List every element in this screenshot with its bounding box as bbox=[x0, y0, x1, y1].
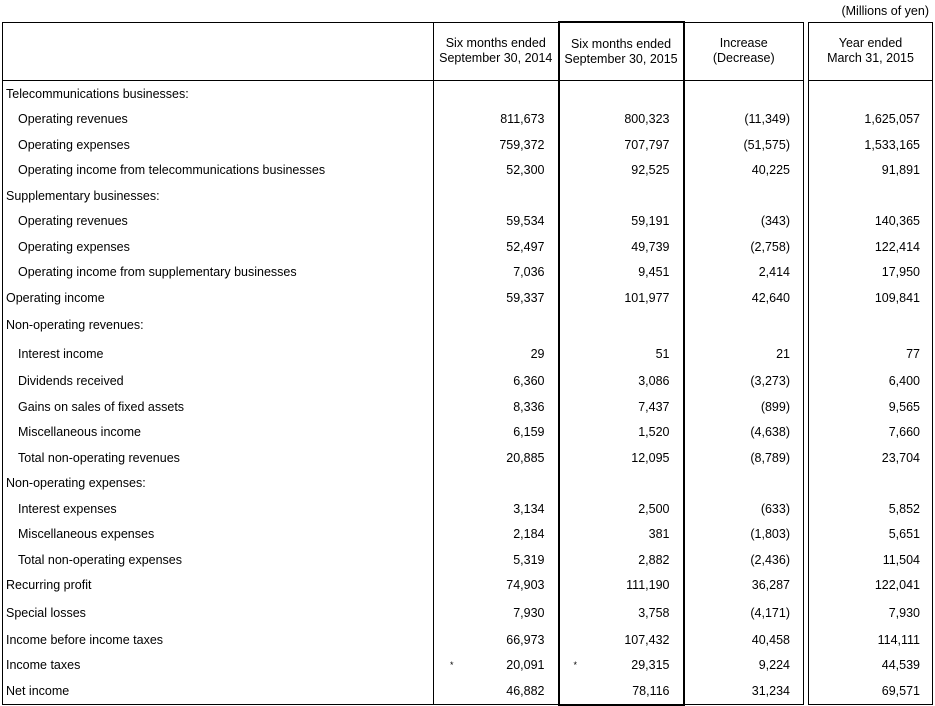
value-six-months-2014 bbox=[434, 496, 559, 522]
cell-value: 5,319 bbox=[513, 552, 545, 567]
unit-note: (Millions of yen) bbox=[841, 4, 929, 18]
value-six-months-2015 bbox=[559, 678, 684, 705]
row-label: Operating income from supplementary businesses bbox=[3, 260, 434, 286]
value-six-months-2014 bbox=[434, 627, 559, 653]
row-label: Operating expenses bbox=[3, 132, 434, 158]
cell-value: 59,337 bbox=[506, 290, 545, 305]
cell-value: 31,234 bbox=[751, 684, 790, 698]
table-row bbox=[3, 394, 933, 420]
table-row bbox=[3, 132, 933, 158]
cell-value: (2,758) bbox=[750, 239, 790, 254]
value-year-ended-2015: 140,365 bbox=[809, 209, 933, 235]
cell-value: 7,437 bbox=[638, 399, 670, 414]
cell-value: 29 bbox=[530, 347, 545, 361]
value-six-months-2015 bbox=[559, 81, 684, 107]
row-label: Supplementary businesses: bbox=[3, 183, 434, 209]
row-label: Operating expenses bbox=[3, 234, 434, 260]
value-six-months-2014 bbox=[434, 394, 559, 420]
row-label: Interest income bbox=[3, 340, 434, 369]
cell-value: 21 bbox=[776, 347, 790, 361]
row-label: Gains on sales of fixed assets bbox=[3, 394, 434, 420]
value-six-months-2014 bbox=[434, 445, 559, 471]
value-year-ended-2015: 5,852 bbox=[809, 496, 933, 522]
value-increase-decrease bbox=[684, 653, 804, 679]
cell-value: 52,497 bbox=[506, 239, 545, 254]
value-six-months-2015 bbox=[559, 496, 684, 522]
footnote-marker: * bbox=[573, 660, 578, 671]
value-six-months-2015 bbox=[559, 340, 684, 369]
value-increase-decrease bbox=[684, 369, 804, 395]
value-six-months-2015 bbox=[559, 234, 684, 260]
cell-value: 52,300 bbox=[506, 163, 545, 178]
value-six-months-2015 bbox=[559, 132, 684, 158]
value-year-ended-2015: 91,891 bbox=[809, 158, 933, 184]
value-increase-decrease bbox=[684, 445, 804, 471]
header-line-2: (Decrease) bbox=[712, 51, 775, 66]
value-six-months-2014 bbox=[434, 183, 559, 209]
value-six-months-2015 bbox=[559, 547, 684, 573]
value-increase-decrease bbox=[684, 598, 804, 627]
header-line-2: March 31, 2015 bbox=[827, 51, 914, 66]
footnote-marker: * bbox=[450, 660, 454, 671]
value-year-ended-2015: 9,565 bbox=[809, 394, 933, 420]
value-year-ended-2015 bbox=[809, 471, 933, 497]
value-six-months-2014 bbox=[434, 285, 559, 311]
table-row bbox=[3, 81, 933, 107]
cell-value: 36,287 bbox=[751, 578, 790, 593]
cell-value: 707,797 bbox=[624, 137, 670, 152]
cell-value: 7,036 bbox=[513, 265, 545, 280]
header-line-1: Year ended bbox=[838, 36, 903, 51]
row-label: Income before income taxes bbox=[3, 627, 434, 653]
value-increase-decrease bbox=[684, 547, 804, 573]
value-increase-decrease bbox=[684, 420, 804, 446]
table-row bbox=[3, 598, 933, 627]
value-six-months-2015 bbox=[559, 471, 684, 497]
value-six-months-2014 bbox=[434, 653, 559, 679]
table-row bbox=[3, 183, 933, 209]
income-statement-table bbox=[2, 21, 933, 706]
value-year-ended-2015 bbox=[809, 311, 933, 340]
cell-value: 29,315 bbox=[631, 658, 670, 673]
header-six-months-2015 bbox=[559, 22, 684, 81]
value-six-months-2014 bbox=[434, 522, 559, 548]
value-increase-decrease bbox=[684, 573, 804, 599]
header-line-2: September 30, 2014 bbox=[439, 51, 553, 66]
cell-value: (51,575) bbox=[743, 137, 790, 152]
cell-value: 7,930 bbox=[513, 605, 545, 620]
table-row bbox=[3, 260, 933, 286]
value-increase-decrease bbox=[684, 394, 804, 420]
row-label: Operating revenues bbox=[3, 107, 434, 133]
value-six-months-2014 bbox=[434, 369, 559, 395]
header-line-1: Six months ended bbox=[570, 36, 672, 51]
cell-value: 20,091 bbox=[506, 658, 545, 673]
table-row bbox=[3, 158, 933, 184]
row-label: Net income bbox=[3, 678, 434, 705]
value-year-ended-2015: 7,930 bbox=[809, 598, 933, 627]
cell-value: 2,184 bbox=[513, 527, 545, 542]
cell-value: (11,349) bbox=[744, 112, 790, 127]
cell-value: 101,977 bbox=[624, 290, 670, 305]
cell-value: (4,171) bbox=[750, 605, 790, 620]
cell-value: 51 bbox=[655, 347, 670, 361]
value-six-months-2015 bbox=[559, 573, 684, 599]
value-six-months-2014 bbox=[434, 209, 559, 235]
cell-value: 40,458 bbox=[751, 632, 790, 647]
cell-value: (1,803) bbox=[750, 527, 790, 542]
cell-value: 2,882 bbox=[638, 552, 670, 567]
header-increase-decrease bbox=[684, 22, 804, 81]
row-label: Operating income from telecommunications businesses bbox=[3, 158, 434, 184]
value-increase-decrease bbox=[684, 132, 804, 158]
value-six-months-2015 bbox=[559, 107, 684, 133]
table-row bbox=[3, 340, 933, 369]
cell-value: 759,372 bbox=[499, 137, 545, 152]
value-six-months-2014 bbox=[434, 420, 559, 446]
cell-value: 381 bbox=[648, 527, 670, 542]
table-row bbox=[3, 107, 933, 133]
cell-value: 42,640 bbox=[751, 290, 790, 305]
table-row bbox=[3, 285, 933, 311]
value-six-months-2015 bbox=[559, 653, 684, 679]
value-six-months-2014 bbox=[434, 81, 559, 107]
cell-value: 49,739 bbox=[631, 239, 670, 254]
cell-value: 8,336 bbox=[513, 399, 545, 414]
row-label: Interest expenses bbox=[3, 496, 434, 522]
value-year-ended-2015: 1,625,057 bbox=[809, 107, 933, 133]
header-year-ended-2015 bbox=[809, 22, 933, 81]
value-year-ended-2015: 11,504 bbox=[809, 547, 933, 573]
value-increase-decrease bbox=[684, 209, 804, 235]
row-label: Miscellaneous income bbox=[3, 420, 434, 446]
value-six-months-2014 bbox=[434, 547, 559, 573]
table-row bbox=[3, 420, 933, 446]
value-increase-decrease bbox=[684, 107, 804, 133]
table-row bbox=[3, 653, 933, 679]
value-six-months-2015 bbox=[559, 260, 684, 286]
cell-value: 9,224 bbox=[758, 658, 790, 673]
value-year-ended-2015: 122,414 bbox=[809, 234, 933, 260]
table-row bbox=[3, 573, 933, 599]
value-year-ended-2015: 5,651 bbox=[809, 522, 933, 548]
cell-value: (8,789) bbox=[750, 450, 790, 465]
value-six-months-2014 bbox=[434, 311, 559, 340]
header-line-2: September 30, 2015 bbox=[564, 51, 678, 66]
row-label: Miscellaneous expenses bbox=[3, 522, 434, 548]
value-six-months-2015 bbox=[559, 311, 684, 340]
value-year-ended-2015: 1,533,165 bbox=[809, 132, 933, 158]
value-six-months-2015 bbox=[559, 369, 684, 395]
cell-value: 6,360 bbox=[513, 374, 545, 389]
table-row bbox=[3, 627, 933, 653]
cell-value: 66,973 bbox=[506, 632, 545, 647]
cell-value: 40,225 bbox=[751, 163, 790, 178]
row-label: Telecommunications businesses: bbox=[3, 81, 434, 107]
value-six-months-2015 bbox=[559, 183, 684, 209]
cell-value: (3,273) bbox=[750, 374, 790, 389]
value-year-ended-2015: 44,539 bbox=[809, 653, 933, 679]
value-increase-decrease bbox=[684, 678, 804, 705]
row-label: Special losses bbox=[3, 598, 434, 627]
value-year-ended-2015: 6,400 bbox=[809, 369, 933, 395]
value-six-months-2014 bbox=[434, 573, 559, 599]
row-label: Total non-operating revenues bbox=[3, 445, 434, 471]
cell-value: (2,436) bbox=[750, 552, 790, 567]
cell-value: (899) bbox=[760, 399, 790, 414]
value-six-months-2014 bbox=[434, 340, 559, 369]
value-increase-decrease bbox=[684, 260, 804, 286]
cell-value: 3,086 bbox=[638, 374, 670, 389]
value-year-ended-2015: 109,841 bbox=[809, 285, 933, 311]
row-label: Operating income bbox=[3, 285, 434, 311]
value-year-ended-2015: 7,660 bbox=[809, 420, 933, 446]
table-row bbox=[3, 369, 933, 395]
cell-value: 46,882 bbox=[506, 684, 545, 698]
cell-value: 74,903 bbox=[506, 578, 545, 593]
cell-value: 107,432 bbox=[624, 632, 670, 647]
value-increase-decrease bbox=[684, 496, 804, 522]
value-six-months-2015 bbox=[559, 445, 684, 471]
cell-value: 2,500 bbox=[638, 501, 670, 516]
value-six-months-2014 bbox=[434, 598, 559, 627]
value-year-ended-2015: 77 bbox=[809, 340, 933, 369]
value-six-months-2015 bbox=[559, 209, 684, 235]
value-six-months-2015 bbox=[559, 522, 684, 548]
table-row bbox=[3, 209, 933, 235]
row-label: Recurring profit bbox=[3, 573, 434, 599]
row-label: Total non-operating expenses bbox=[3, 547, 434, 573]
value-increase-decrease bbox=[684, 285, 804, 311]
header-label-cell bbox=[3, 22, 434, 81]
table-row bbox=[3, 547, 933, 573]
table-row bbox=[3, 445, 933, 471]
cell-value: 2,414 bbox=[758, 265, 790, 280]
table-row bbox=[3, 496, 933, 522]
value-six-months-2014 bbox=[434, 678, 559, 705]
cell-value: 1,520 bbox=[638, 425, 670, 440]
value-year-ended-2015: 69,571 bbox=[809, 678, 933, 705]
header-line-1: Six months ended bbox=[445, 36, 546, 51]
table-row bbox=[3, 678, 933, 705]
value-increase-decrease bbox=[684, 183, 804, 209]
row-label: Operating revenues bbox=[3, 209, 434, 235]
value-increase-decrease bbox=[684, 311, 804, 340]
cell-value: 6,159 bbox=[513, 425, 545, 440]
header-row bbox=[3, 22, 933, 81]
cell-value: 3,758 bbox=[638, 605, 670, 620]
table-row bbox=[3, 471, 933, 497]
cell-value: 800,323 bbox=[624, 112, 670, 127]
value-increase-decrease bbox=[684, 340, 804, 369]
row-label: Dividends received bbox=[3, 369, 434, 395]
value-increase-decrease bbox=[684, 158, 804, 184]
table-row bbox=[3, 234, 933, 260]
value-six-months-2015 bbox=[559, 420, 684, 446]
table-row bbox=[3, 522, 933, 548]
cell-value: 20,885 bbox=[506, 450, 545, 465]
header-line-1: Increase bbox=[719, 36, 768, 51]
cell-value: 111,190 bbox=[626, 578, 670, 593]
value-six-months-2014 bbox=[434, 158, 559, 184]
value-increase-decrease bbox=[684, 627, 804, 653]
row-label: Non-operating expenses: bbox=[3, 471, 434, 497]
table-row bbox=[3, 311, 933, 340]
value-increase-decrease bbox=[684, 234, 804, 260]
value-six-months-2014 bbox=[434, 234, 559, 260]
cell-value: 59,534 bbox=[506, 214, 545, 229]
value-six-months-2014 bbox=[434, 107, 559, 133]
value-six-months-2015 bbox=[559, 627, 684, 653]
cell-value: (633) bbox=[760, 501, 790, 516]
value-year-ended-2015 bbox=[809, 183, 933, 209]
value-six-months-2014 bbox=[434, 260, 559, 286]
cell-value: 78,116 bbox=[632, 683, 670, 698]
value-year-ended-2015: 114,111 bbox=[809, 627, 933, 653]
value-year-ended-2015 bbox=[809, 81, 933, 107]
value-year-ended-2015: 122,041 bbox=[809, 573, 933, 599]
cell-value: (4,638) bbox=[750, 425, 790, 440]
cell-value: 9,451 bbox=[638, 265, 670, 280]
value-six-months-2015 bbox=[559, 598, 684, 627]
value-increase-decrease bbox=[684, 522, 804, 548]
value-six-months-2014 bbox=[434, 132, 559, 158]
header-six-months-2014 bbox=[434, 22, 559, 81]
value-six-months-2015 bbox=[559, 394, 684, 420]
value-year-ended-2015: 17,950 bbox=[809, 260, 933, 286]
value-six-months-2015 bbox=[559, 158, 684, 184]
cell-value: 92,525 bbox=[631, 163, 670, 178]
cell-value: 3,134 bbox=[513, 501, 545, 516]
cell-value: 59,191 bbox=[631, 214, 670, 229]
value-year-ended-2015: 23,704 bbox=[809, 445, 933, 471]
cell-value: 811,673 bbox=[500, 112, 545, 127]
row-label: Non-operating revenues: bbox=[3, 311, 434, 340]
cell-value: (343) bbox=[760, 214, 790, 229]
value-six-months-2015 bbox=[559, 285, 684, 311]
cell-value: 12,095 bbox=[631, 450, 670, 465]
value-increase-decrease bbox=[684, 471, 804, 497]
value-increase-decrease bbox=[684, 81, 804, 107]
value-six-months-2014 bbox=[434, 471, 559, 497]
row-label: Income taxes bbox=[3, 653, 434, 679]
